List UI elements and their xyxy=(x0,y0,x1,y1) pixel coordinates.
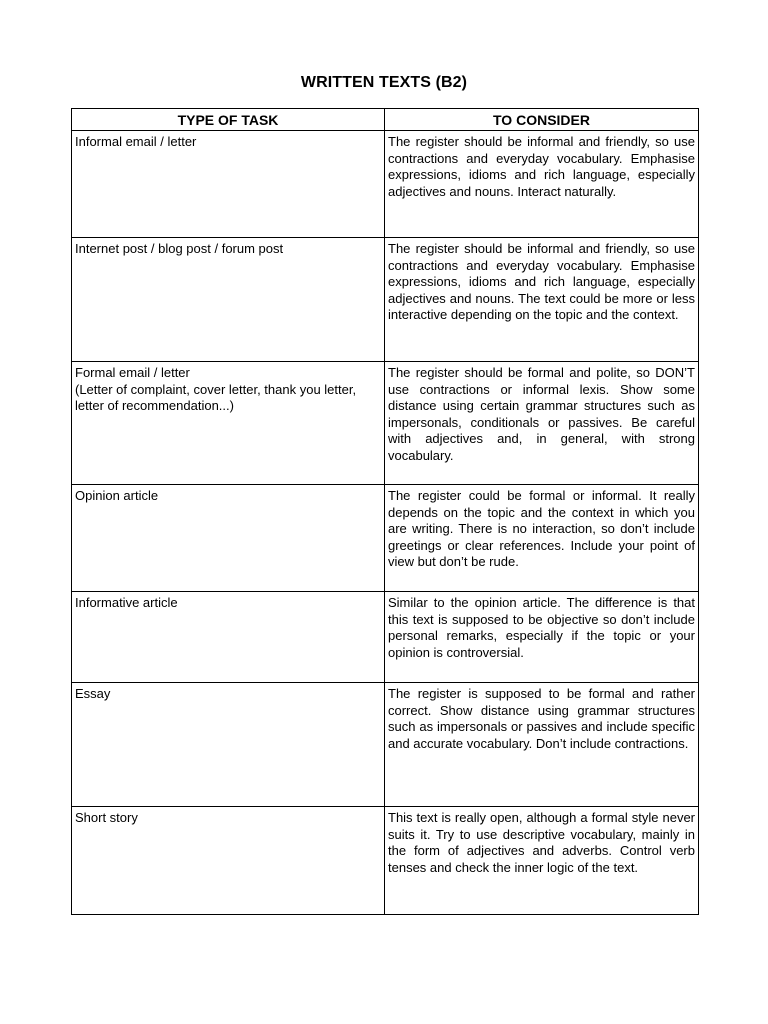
table-row xyxy=(72,683,699,807)
task-type-note: (Letter of complaint, cover letter, thank you letter, letter of recommendation...) xyxy=(75,381,357,414)
table-header-row xyxy=(72,109,699,131)
to-consider-cell: The register is supposed to be formal and rather correct. Show distance using grammar structures such as impersonals or passives and include specific and accurate vocabulary. Don’t include contractions. xyxy=(385,683,699,807)
task-type-cell: Essay xyxy=(72,683,385,807)
task-type-cell: Informative article xyxy=(72,592,385,683)
column-header-to-consider: TO CONSIDER xyxy=(385,109,699,131)
table-row xyxy=(72,238,699,362)
to-consider-cell: The register should be formal and polite, so DON’T use contractions or informal lexis. Show some distance using certain grammar structures such as impersonals, conditionals or passives. Be careful with adjectives and, in general, with strong vocabulary. xyxy=(385,362,699,485)
task-type-cell: Opinion article xyxy=(72,485,385,592)
table-row xyxy=(72,131,699,238)
task-type-cell: Short story xyxy=(72,807,385,915)
table-row xyxy=(72,592,699,683)
table-row xyxy=(72,807,699,915)
table-row xyxy=(72,485,699,592)
document-title: WRITTEN TEXTS (B2) xyxy=(300,74,468,91)
task-type-cell xyxy=(72,362,385,485)
to-consider-cell: The register could be formal or informal. It really depends on the topic and the context in which you are writing. There is no interaction, so don’t include greetings or clear references. Include your point of view but don’t be rude. xyxy=(385,485,699,592)
column-header-type-of-task: TYPE OF TASK xyxy=(72,109,385,131)
task-type-cell: Informal email / letter xyxy=(72,131,385,238)
written-texts-table xyxy=(71,108,699,915)
to-consider-cell: The register should be informal and friendly, so use contractions and everyday vocabulary. Emphasise expressions, idioms and rich language, especially adjectives and nouns. Interact naturally. xyxy=(385,131,699,238)
task-type-cell: Internet post / blog post / forum post xyxy=(72,238,385,362)
to-consider-cell: This text is really open, although a formal style never suits it. Try to use descriptive vocabulary, mainly in the form of adjectives and adverbs. Control verb tenses and check the inner logic of the text. xyxy=(385,807,699,915)
table-row xyxy=(72,362,699,485)
task-type-label: Formal email / letter xyxy=(75,365,190,380)
to-consider-cell: The register should be informal and friendly, so use contractions and everyday vocabulary. Emphasise expressions, idioms and rich language, especially adjectives and nouns. The text could be more or less interactive depending on the topic and the context. xyxy=(385,238,699,362)
to-consider-cell: Similar to the opinion article. The difference is that this text is supposed to be objective so don’t include personal remarks, especially if the topic or your opinion is controversial. xyxy=(385,592,699,683)
